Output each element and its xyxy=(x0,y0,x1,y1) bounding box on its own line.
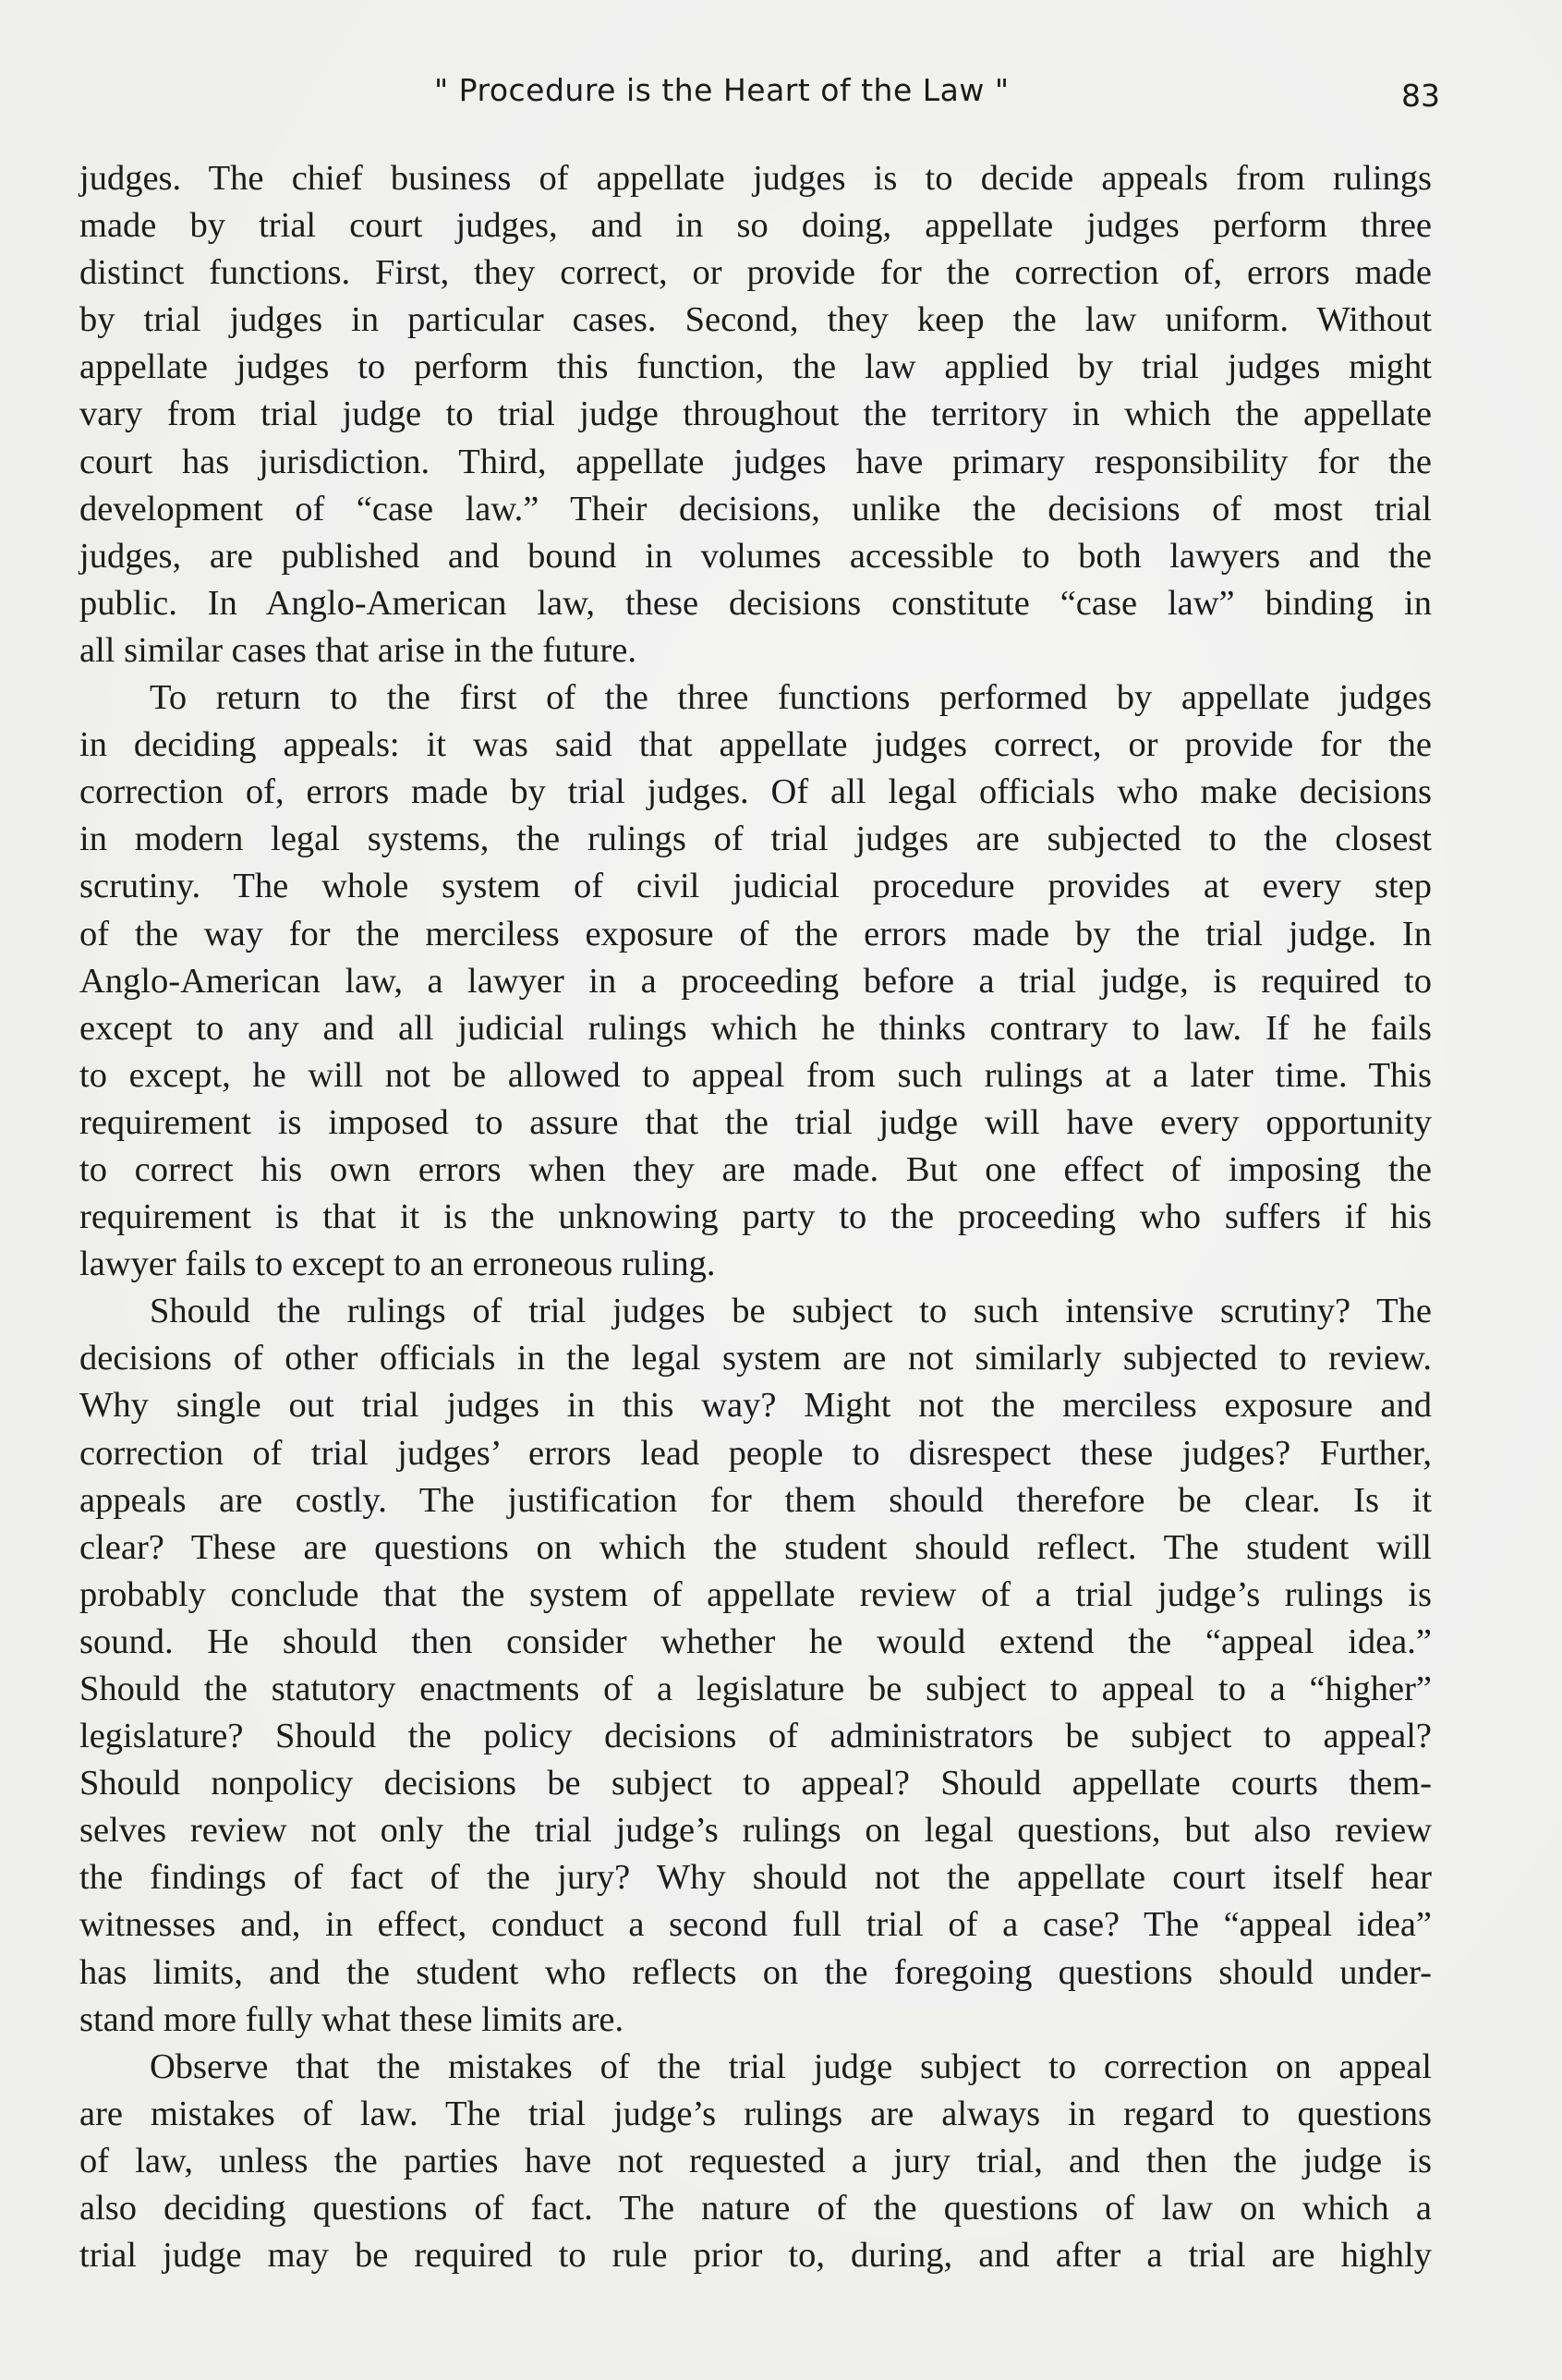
text-line: selves review not only the trial judge’s rulings on legal questions, but also review xyxy=(79,1811,1432,1851)
text-line: Should the statutory enactments of a legislature be subject to appeal to a “higher” xyxy=(79,1670,1432,1708)
text-line: also deciding questions of fact. The nature of the questions of law on which a xyxy=(79,2189,1432,2228)
text-line: clear? These are questions on which the student should reflect. The student will xyxy=(79,1527,1432,1567)
text-line: to except, he will not be allowed to appeal from such rulings at a later time. This xyxy=(79,1055,1432,1095)
text-line: probably conclude that the system of appellate review of a trial judge’s rulings is xyxy=(79,1574,1432,1614)
running-title: " Procedure is the Heart of the Law " xyxy=(434,72,1010,108)
text-line: correction of trial judges’ errors lead people to disrespect these judges? Further, xyxy=(79,1433,1432,1473)
text-line: Observe that the mistakes of the trial judge subject to correction on appeal xyxy=(150,2046,1432,2086)
text-line: to correct his own errors when they are made. But one effect of imposing the xyxy=(79,1149,1432,1189)
text-line: in modern legal systems, the rulings of trial judges are subjected to the closest xyxy=(79,820,1432,859)
text-line: Anglo-American law, a lawyer in a proceeding before a trial judge, is required to xyxy=(79,961,1432,1001)
text-line: correction of, errors made by trial judges. Of all legal officials who make decisions xyxy=(79,772,1432,812)
text-line: decisions of other officials in the legal system are not similarly subjected to review. xyxy=(79,1339,1432,1378)
text-line: has limits, and the student who reflects on the foregoing questions should under- xyxy=(79,1952,1432,1992)
body-text xyxy=(79,155,1432,2279)
text-line: public. In Anglo-American law, these decisions constitute “case law” binding in xyxy=(79,583,1432,623)
text-line: Should nonpolicy decisions be subject to appeal? Should appellate courts them- xyxy=(79,1764,1432,1803)
text-line: in deciding appeals: it was said that appellate judges correct, or provide for the xyxy=(79,725,1432,765)
text-line: witnesses and, in effect, conduct a second full trial of a case? The “appeal idea” xyxy=(79,1905,1432,1945)
text-line: To return to the first of the three functions performed by appellate judges xyxy=(150,678,1432,718)
text-line: the findings of fact of the jury? Why should not the appellate court itself hear xyxy=(79,1858,1432,1898)
text-line: scrutiny. The whole system of civil judicial procedure provides at every step xyxy=(79,867,1432,906)
text-line: judges. The chief business of appellate judges is to decide appeals from rulings xyxy=(79,159,1432,198)
paragraph xyxy=(79,1288,1432,2044)
text-line: all similar cases that arise in the future. xyxy=(79,630,636,670)
text-line: distinct functions. First, they correct, or provide for the correction of, errors made xyxy=(79,253,1432,293)
text-line: appellate judges to perform this function, the law applied by trial judges might xyxy=(79,347,1432,387)
text-line: made by trial court judges, and in so doing, appellate judges perform three xyxy=(79,206,1432,246)
text-line: are mistakes of law. The trial judge’s rulings are always in regard to questions xyxy=(79,2094,1432,2133)
running-head xyxy=(0,72,1562,128)
text-line: Why single out trial judges in this way? Might not the merciless exposure and xyxy=(79,1386,1432,1426)
text-line: Should the rulings of trial judges be subject to such intensive scrutiny? The xyxy=(150,1292,1432,1331)
text-line: requirement is that it is the unknowing party to the proceeding who suffers if his xyxy=(79,1197,1432,1237)
text-line: development of “case law.” Their decisions, unlike the decisions of most trial xyxy=(79,489,1432,528)
text-line: vary from trial judge to trial judge throughout the territory in which the appellate xyxy=(79,395,1432,434)
text-line: of law, unless the parties have not requested a jury trial, and then the judge is xyxy=(79,2141,1432,2180)
text-line: by trial judges in particular cases. Second, they keep the law uniform. Without xyxy=(79,300,1432,340)
text-line: except to any and all judicial rulings which he thinks contrary to law. If he fails xyxy=(79,1008,1432,1048)
text-line: lawyer fails to except to an erroneous ruling. xyxy=(79,1245,716,1284)
text-line: appeals are costly. The justification for them should therefore be clear. Is it xyxy=(79,1480,1432,1520)
page-number: 83 xyxy=(1401,78,1440,114)
paragraph xyxy=(79,155,1432,674)
text-line: sound. He should then consider whether he would extend the “appeal idea.” xyxy=(79,1621,1432,1661)
text-line: of the way for the merciless exposure of the errors made by the trial judge. In xyxy=(79,914,1432,953)
text-line: trial judge may be required to rule prior to, during, and after a trial are highly xyxy=(79,2236,1432,2276)
text-line: requirement is imposed to assure that the trial judge will have every opportunity xyxy=(79,1102,1432,1142)
paragraph xyxy=(79,2044,1432,2279)
text-line: judges, are published and bound in volumes accessible to both lawyers and the xyxy=(79,536,1432,576)
text-line: court has jurisdiction. Third, appellate judges have primary responsibility for the xyxy=(79,442,1432,481)
text-line: stand more fully what these limits are. xyxy=(79,1999,624,2039)
paragraph xyxy=(79,674,1432,1288)
text-line: legislature? Should the policy decisions of administrators be subject to appeal? xyxy=(79,1717,1432,1756)
